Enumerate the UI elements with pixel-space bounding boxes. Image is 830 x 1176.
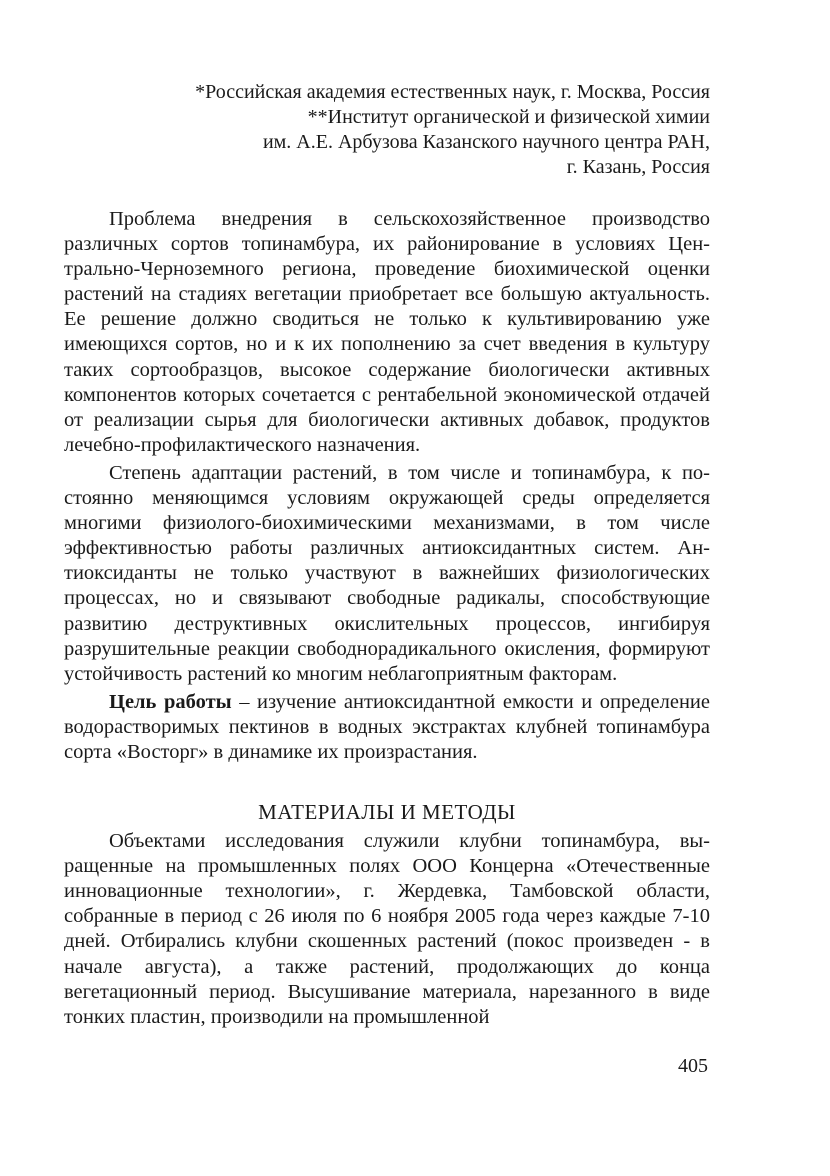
- paragraph-adaptation: Степень адаптации растений, в том числе и топинамбура, к постоянно меняющимся условиям окружающей среды определяется многими физиолого-биохимическими механизмами, в том числе эффективностью работы различных антиоксидантных систем. Антиоксиданты не только участвуют в важнейших физиологических процессах, но и связывают свободные радикалы, способствующие развитию деструктивных окислительных процессов, ингибируя разрушительные реакции свободнорадикального окисления, формируют устойчивость растений ко многим неблагоприятным факторам.: [64, 461, 710, 685]
- affiliation-line: **Институт органической и физической химии: [307, 106, 710, 128]
- author-affiliations: [110, 80, 710, 180]
- section-heading: МАТЕРИАЛЫ И МЕТОДЫ: [258, 800, 516, 825]
- goal-label: Цель работы: [109, 690, 232, 713]
- affiliation-line: *Российская академия естественных наук, г. Москва, Россия: [195, 81, 710, 103]
- article-body: [64, 207, 710, 1030]
- paragraph-materials: Объектами исследования служили клубни топинамбура, выращенные на промышленных полях ООО Концерна «Отечественные инновационные технологии», г. Жердевка, Тамбовской области, собранные в период с 26 июля по 6 ноября 2005 года через каждые 7-10 дней. Отбирались клубни скошенных растений (покос произведен - в начале августа), а также растений, продолжающих до конца вегетационный период. Высушивание материала, нарезанного в виде тонких пластин, производили на промышленной: [64, 830, 710, 1028]
- affiliation-line: г. Казань, Россия: [566, 156, 710, 178]
- page-number: 405: [678, 1055, 708, 1077]
- paragraph-introduction: Проблема внедрения в сельскохозяйственное производство различных сортов топинамбура, их районирование в условиях Центрально-Черноземного региона, проведение биохимической оценки растений на стадиях вегетации приобретает все большую актуальность. Ее решение должно сводиться не только к культивированию уже имеющихся сортов, но и к их пополнению за счет введения в культуру таких сортообразцов, высокое содержание биологически активных компонентов которых сочетается с рентабельной экономической отдачей от реализации сырья для биологически активных добавок, продуктов лечебно-профилактического назначения.: [64, 208, 710, 456]
- goal-text: – изучение антиоксидантной емкости и определение водорастворимых пектинов в водных экстрактах клубней топинамбура сорта «Восторг» в динамике их произрастания.: [64, 690, 710, 763]
- affiliation-line: им. А.Е. Арбузова Казанского научного центра РАН,: [262, 131, 710, 153]
- paragraph-goal: [64, 690, 710, 765]
